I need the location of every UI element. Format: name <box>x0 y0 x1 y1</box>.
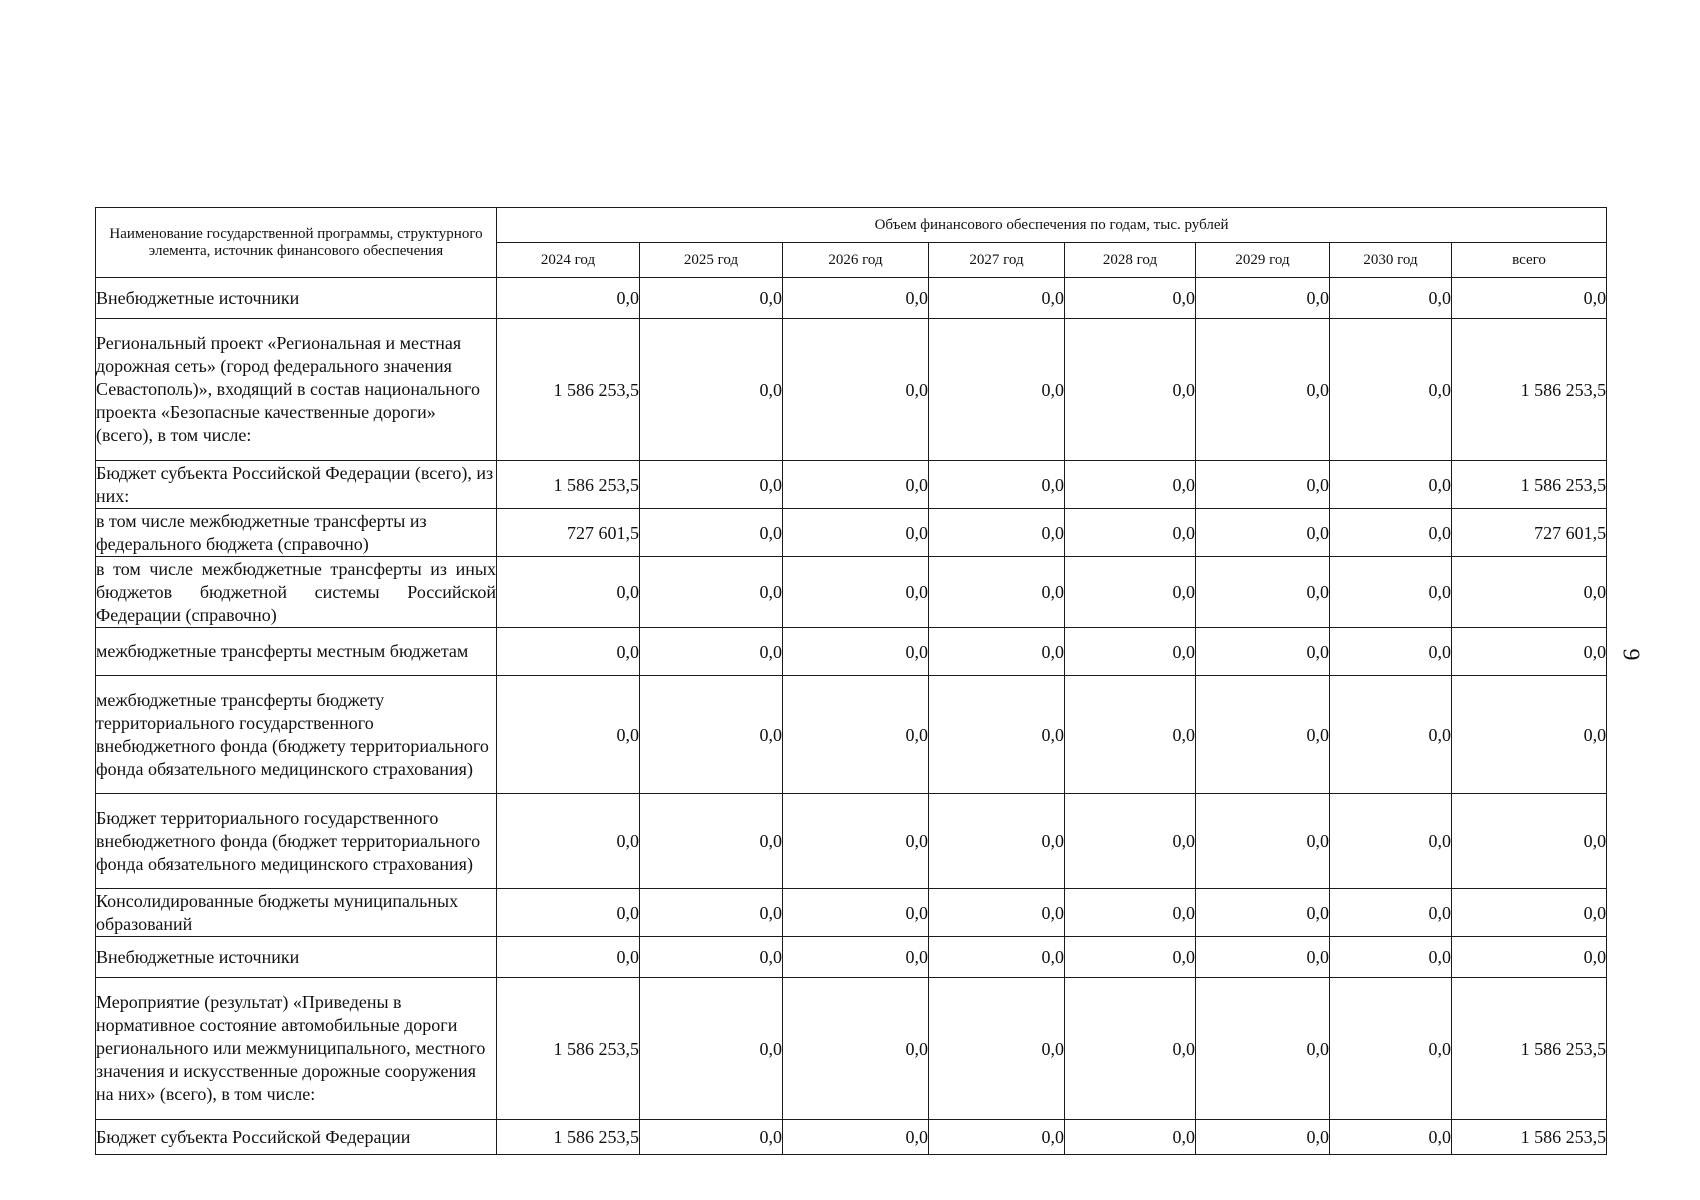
row-value-2025: 0,0 <box>640 319 783 461</box>
row-value-2026: 0,0 <box>783 509 929 557</box>
row-value-2025: 0,0 <box>640 509 783 557</box>
row-value-2024: 1 586 253,5 <box>497 1120 640 1155</box>
header-year-2028: 2028 год <box>1065 243 1196 278</box>
table-row <box>96 937 1607 978</box>
table-row <box>96 557 1607 628</box>
table-row <box>96 978 1607 1120</box>
row-value-2028: 0,0 <box>1065 1120 1196 1155</box>
row-value-2030: 0,0 <box>1330 889 1452 937</box>
header-year-2030: 2030 год <box>1330 243 1452 278</box>
row-value-2025: 0,0 <box>640 889 783 937</box>
row-value-2030: 0,0 <box>1330 978 1452 1120</box>
table-row <box>96 278 1607 319</box>
row-value-2026: 0,0 <box>783 937 929 978</box>
row-value-2025: 0,0 <box>640 278 783 319</box>
row-value-total: 727 601,5 <box>1452 509 1607 557</box>
row-name: Бюджет территориального государственного внебюджетного фонда (бюджет территориального фонда обязательного медицинского страхования) <box>96 794 497 889</box>
row-value-2027: 0,0 <box>929 937 1065 978</box>
row-value-total: 1 586 253,5 <box>1452 1120 1607 1155</box>
row-name: Мероприятие (результат) «Приведены в нормативное состояние автомобильные дороги регионального или межмуниципального, местного значения и искусственные дорожные сооружения на них» (всего), в том числе: <box>96 978 497 1120</box>
row-value-2026: 0,0 <box>783 557 929 628</box>
table-row <box>96 461 1607 509</box>
row-value-2030: 0,0 <box>1330 937 1452 978</box>
row-value-2030: 0,0 <box>1330 461 1452 509</box>
header-total: всего <box>1452 243 1607 278</box>
row-value-2028: 0,0 <box>1065 937 1196 978</box>
row-value-2029: 0,0 <box>1196 676 1330 794</box>
row-value-total: 0,0 <box>1452 278 1607 319</box>
row-value-2030: 0,0 <box>1330 509 1452 557</box>
row-value-2025: 0,0 <box>640 461 783 509</box>
row-value-2026: 0,0 <box>783 278 929 319</box>
row-name: Региональный проект «Региональная и местная дорожная сеть» (город федерального значения Севастополь)», входящий в состав национального проекта «Безопасные качественные дороги» (всего), в том числе: <box>96 319 497 461</box>
header-year-2029: 2029 год <box>1196 243 1330 278</box>
row-name: Бюджет субъекта Российской Федерации (всего), из них: <box>96 461 497 509</box>
row-value-2029: 0,0 <box>1196 1120 1330 1155</box>
row-value-2029: 0,0 <box>1196 319 1330 461</box>
row-value-2024: 0,0 <box>497 937 640 978</box>
row-value-2027: 0,0 <box>929 1120 1065 1155</box>
row-value-2025: 0,0 <box>640 978 783 1120</box>
row-value-2030: 0,0 <box>1330 676 1452 794</box>
page-number: 9 <box>1617 648 1644 661</box>
header-year-2025: 2025 год <box>640 243 783 278</box>
header-year-2026: 2026 год <box>783 243 929 278</box>
row-value-2027: 0,0 <box>929 319 1065 461</box>
table-row <box>96 509 1607 557</box>
row-value-2024: 0,0 <box>497 676 640 794</box>
header-name-column: Наименование государственной программы, структурного элемента, источник финансового обеспечения <box>96 208 497 278</box>
row-value-2025: 0,0 <box>640 628 783 676</box>
row-name: межбюджетные трансферты бюджету территориального государственного внебюджетного фонда (бюджету территориального фонда обязательного медицинского страхования) <box>96 676 497 794</box>
row-value-2027: 0,0 <box>929 509 1065 557</box>
row-value-2025: 0,0 <box>640 1120 783 1155</box>
row-value-2027: 0,0 <box>929 676 1065 794</box>
row-value-2028: 0,0 <box>1065 978 1196 1120</box>
row-value-2029: 0,0 <box>1196 628 1330 676</box>
header-year-2027: 2027 год <box>929 243 1065 278</box>
row-value-total: 0,0 <box>1452 557 1607 628</box>
row-value-2029: 0,0 <box>1196 557 1330 628</box>
row-value-2026: 0,0 <box>783 628 929 676</box>
row-value-2026: 0,0 <box>783 794 929 889</box>
row-value-2028: 0,0 <box>1065 676 1196 794</box>
row-value-2026: 0,0 <box>783 889 929 937</box>
row-value-2030: 0,0 <box>1330 628 1452 676</box>
row-value-2024: 0,0 <box>497 628 640 676</box>
row-value-2024: 1 586 253,5 <box>497 319 640 461</box>
table-body <box>96 278 1607 1155</box>
row-value-2025: 0,0 <box>640 937 783 978</box>
row-value-2025: 0,0 <box>640 557 783 628</box>
table-row <box>96 628 1607 676</box>
row-value-total: 0,0 <box>1452 937 1607 978</box>
row-value-2029: 0,0 <box>1196 889 1330 937</box>
row-value-2026: 0,0 <box>783 978 929 1120</box>
row-name: межбюджетные трансферты местным бюджетам <box>96 628 497 676</box>
row-value-2024: 0,0 <box>497 278 640 319</box>
row-name: Консолидированные бюджеты муниципальных образований <box>96 889 497 937</box>
row-value-2027: 0,0 <box>929 628 1065 676</box>
row-value-total: 0,0 <box>1452 889 1607 937</box>
row-value-2024: 0,0 <box>497 794 640 889</box>
row-name: в том числе межбюджетные трансферты из иных бюджетов бюджетной системы Российской Федерации (справочно) <box>96 557 497 628</box>
row-value-total: 1 586 253,5 <box>1452 978 1607 1120</box>
row-value-2030: 0,0 <box>1330 1120 1452 1155</box>
row-value-2024: 727 601,5 <box>497 509 640 557</box>
header-row-1 <box>96 208 1607 243</box>
row-value-2024: 1 586 253,5 <box>497 978 640 1120</box>
row-value-2029: 0,0 <box>1196 978 1330 1120</box>
row-value-2029: 0,0 <box>1196 278 1330 319</box>
row-value-2030: 0,0 <box>1330 278 1452 319</box>
row-value-total: 1 586 253,5 <box>1452 319 1607 461</box>
row-value-2029: 0,0 <box>1196 794 1330 889</box>
row-value-2024: 0,0 <box>497 889 640 937</box>
row-value-2026: 0,0 <box>783 676 929 794</box>
row-name: в том числе межбюджетные трансферты из федерального бюджета (справочно) <box>96 509 497 557</box>
row-value-2028: 0,0 <box>1065 794 1196 889</box>
row-value-2029: 0,0 <box>1196 509 1330 557</box>
row-value-2025: 0,0 <box>640 794 783 889</box>
financing-table <box>95 207 1607 1155</box>
table-row <box>96 1120 1607 1155</box>
row-value-total: 1 586 253,5 <box>1452 461 1607 509</box>
row-value-total: 0,0 <box>1452 628 1607 676</box>
row-value-2028: 0,0 <box>1065 557 1196 628</box>
row-name: Бюджет субъекта Российской Федерации <box>96 1120 497 1155</box>
row-value-total: 0,0 <box>1452 676 1607 794</box>
row-name: Внебюджетные источники <box>96 278 497 319</box>
row-value-total: 0,0 <box>1452 794 1607 889</box>
row-value-2027: 0,0 <box>929 557 1065 628</box>
row-value-2028: 0,0 <box>1065 461 1196 509</box>
row-value-2027: 0,0 <box>929 461 1065 509</box>
table-row <box>96 319 1607 461</box>
row-value-2030: 0,0 <box>1330 794 1452 889</box>
row-value-2027: 0,0 <box>929 794 1065 889</box>
row-name: Внебюджетные источники <box>96 937 497 978</box>
row-value-2029: 0,0 <box>1196 461 1330 509</box>
row-value-2028: 0,0 <box>1065 889 1196 937</box>
row-value-2024: 0,0 <box>497 557 640 628</box>
row-value-2030: 0,0 <box>1330 319 1452 461</box>
row-value-2026: 0,0 <box>783 461 929 509</box>
row-value-2026: 0,0 <box>783 319 929 461</box>
table-row <box>96 676 1607 794</box>
row-value-2027: 0,0 <box>929 278 1065 319</box>
row-value-2028: 0,0 <box>1065 319 1196 461</box>
row-value-2027: 0,0 <box>929 978 1065 1120</box>
row-value-2026: 0,0 <box>783 1120 929 1155</box>
row-value-2028: 0,0 <box>1065 628 1196 676</box>
row-value-2030: 0,0 <box>1330 557 1452 628</box>
row-value-2028: 0,0 <box>1065 509 1196 557</box>
row-value-2029: 0,0 <box>1196 937 1330 978</box>
table-row <box>96 794 1607 889</box>
table-row <box>96 889 1607 937</box>
header-year-2024: 2024 год <box>497 243 640 278</box>
row-value-2027: 0,0 <box>929 889 1065 937</box>
row-value-2024: 1 586 253,5 <box>497 461 640 509</box>
row-value-2025: 0,0 <box>640 676 783 794</box>
row-value-2028: 0,0 <box>1065 278 1196 319</box>
header-funding-volume: Объем финансового обеспечения по годам, тыс. рублей <box>497 208 1607 243</box>
